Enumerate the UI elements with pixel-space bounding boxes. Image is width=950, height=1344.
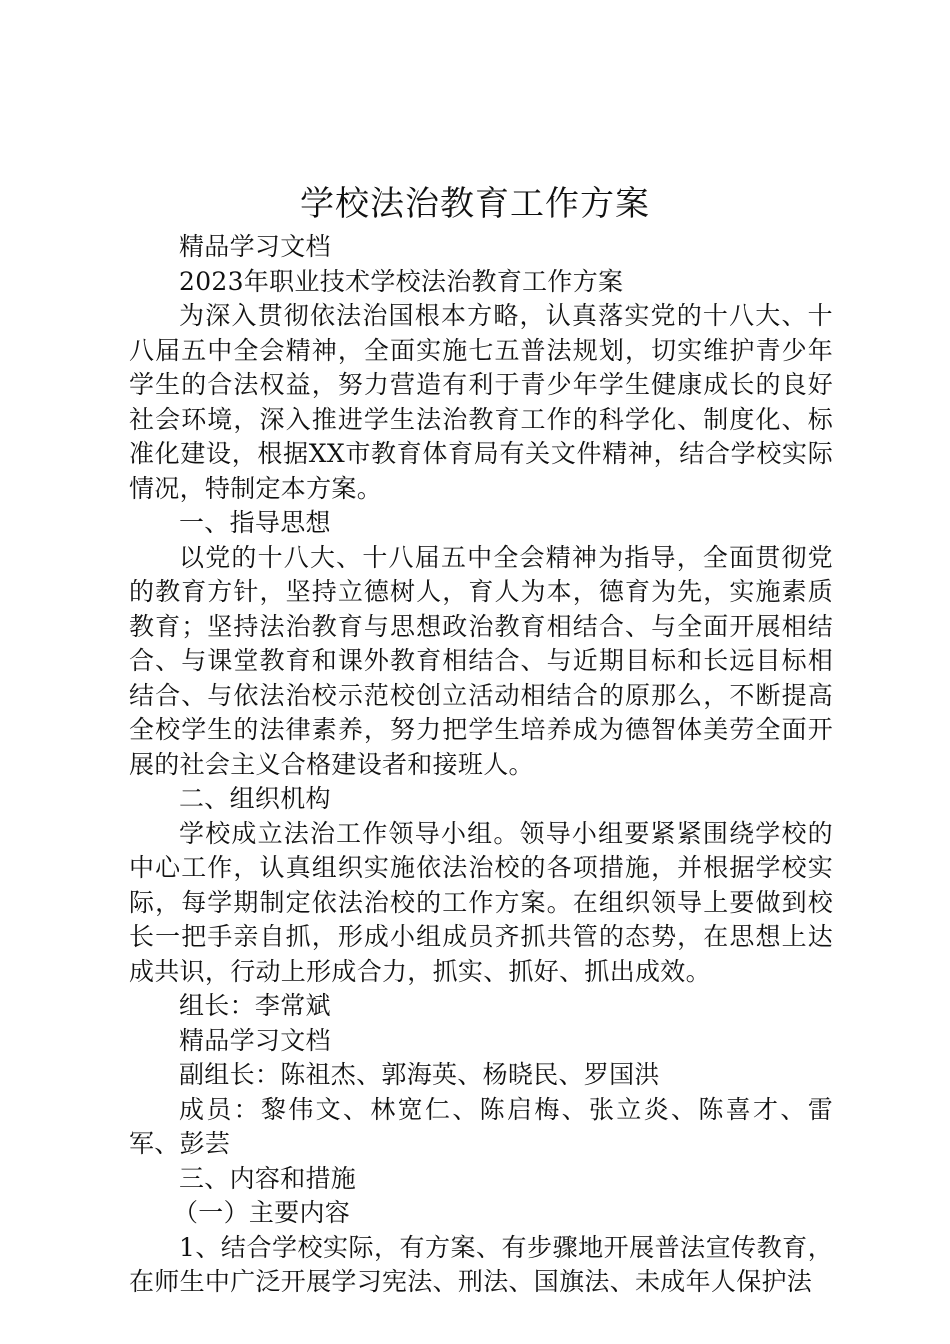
paragraph-team-leader: 组长：李常斌 bbox=[179, 991, 331, 1020]
paragraph-header-label-repeat: 精品学习文档 bbox=[179, 1025, 331, 1055]
paragraph-organization: 学校成立法治工作领导小组。领导小组要紧紧围绕学校的中心工作，认真组织实施依法治校的各项措施，并根据学校实际，每学期制定依法治校的工作方案。在组织领导上要做到校长一把手亲自抓，形成小组成员齐抓共管的态势，在思想上达成共识，行动上形成合力，抓实、抓好、抓出成效。 bbox=[129, 818, 833, 986]
section-heading-content-measures: 三、内容和措施 bbox=[179, 1163, 357, 1193]
document-body bbox=[129, 230, 833, 1300]
paragraph-header-label: 精品学习文档 bbox=[179, 232, 331, 261]
document-title: 学校法治教育工作方案 bbox=[300, 184, 650, 224]
paragraph-item-1: 1、结合学校实际，有方案、有步骤地开展普法宣传教育，在师生中广泛开展学习宪法、刑法、国旗法、未成年人保护法 bbox=[129, 1232, 833, 1296]
section-heading-guiding-ideology: 一、指导思想 bbox=[179, 508, 331, 537]
subsection-heading-main-content: （一）主要内容 bbox=[173, 1198, 351, 1227]
paragraph-deputy-leaders: 副组长：陈祖杰、郭海英、杨晓民、罗国洪 bbox=[179, 1060, 660, 1089]
paragraph-members: 成员：黎伟文、林宽仁、陈启梅、张立炎、陈喜才、雷军、彭芸 bbox=[129, 1094, 833, 1158]
section-heading-organization: 二、组织机构 bbox=[179, 784, 331, 813]
paragraph-subtitle: 2023年职业技术学校法治教育工作方案 bbox=[179, 266, 624, 296]
paragraph-intro: 为深入贯彻依法治国根本方略，认真落实党的十八大、十八届五中全会精神，全面实施七五普法规划，切实维护青少年学生的合法权益，努力营造有利于青少年学生健康成长的良好社会环境，深入推进学生法治教育工作的科学化、制度化、标准化建设，根据XX市教育体育局有关文件精神，结合学校实际情况，特制定本方案。 bbox=[129, 301, 833, 503]
paragraph-guiding-ideology: 以党的十八大、十八届五中全会精神为指导，全面贯彻党的教育方针，坚持立德树人，育人为本，德育为先，实施素质教育；坚持法治教育与思想政治教育相结合、与全面开展相结合、与课堂教育和课外教育相结合、与近期目标和长远目标相结合、与依法治校示范校创立活动相结合的原那么，不断提高全校学生的法律素养，努力把学生培养成为德智体美劳全面开展的社会主义合格建设者和接班人。 bbox=[129, 542, 833, 779]
